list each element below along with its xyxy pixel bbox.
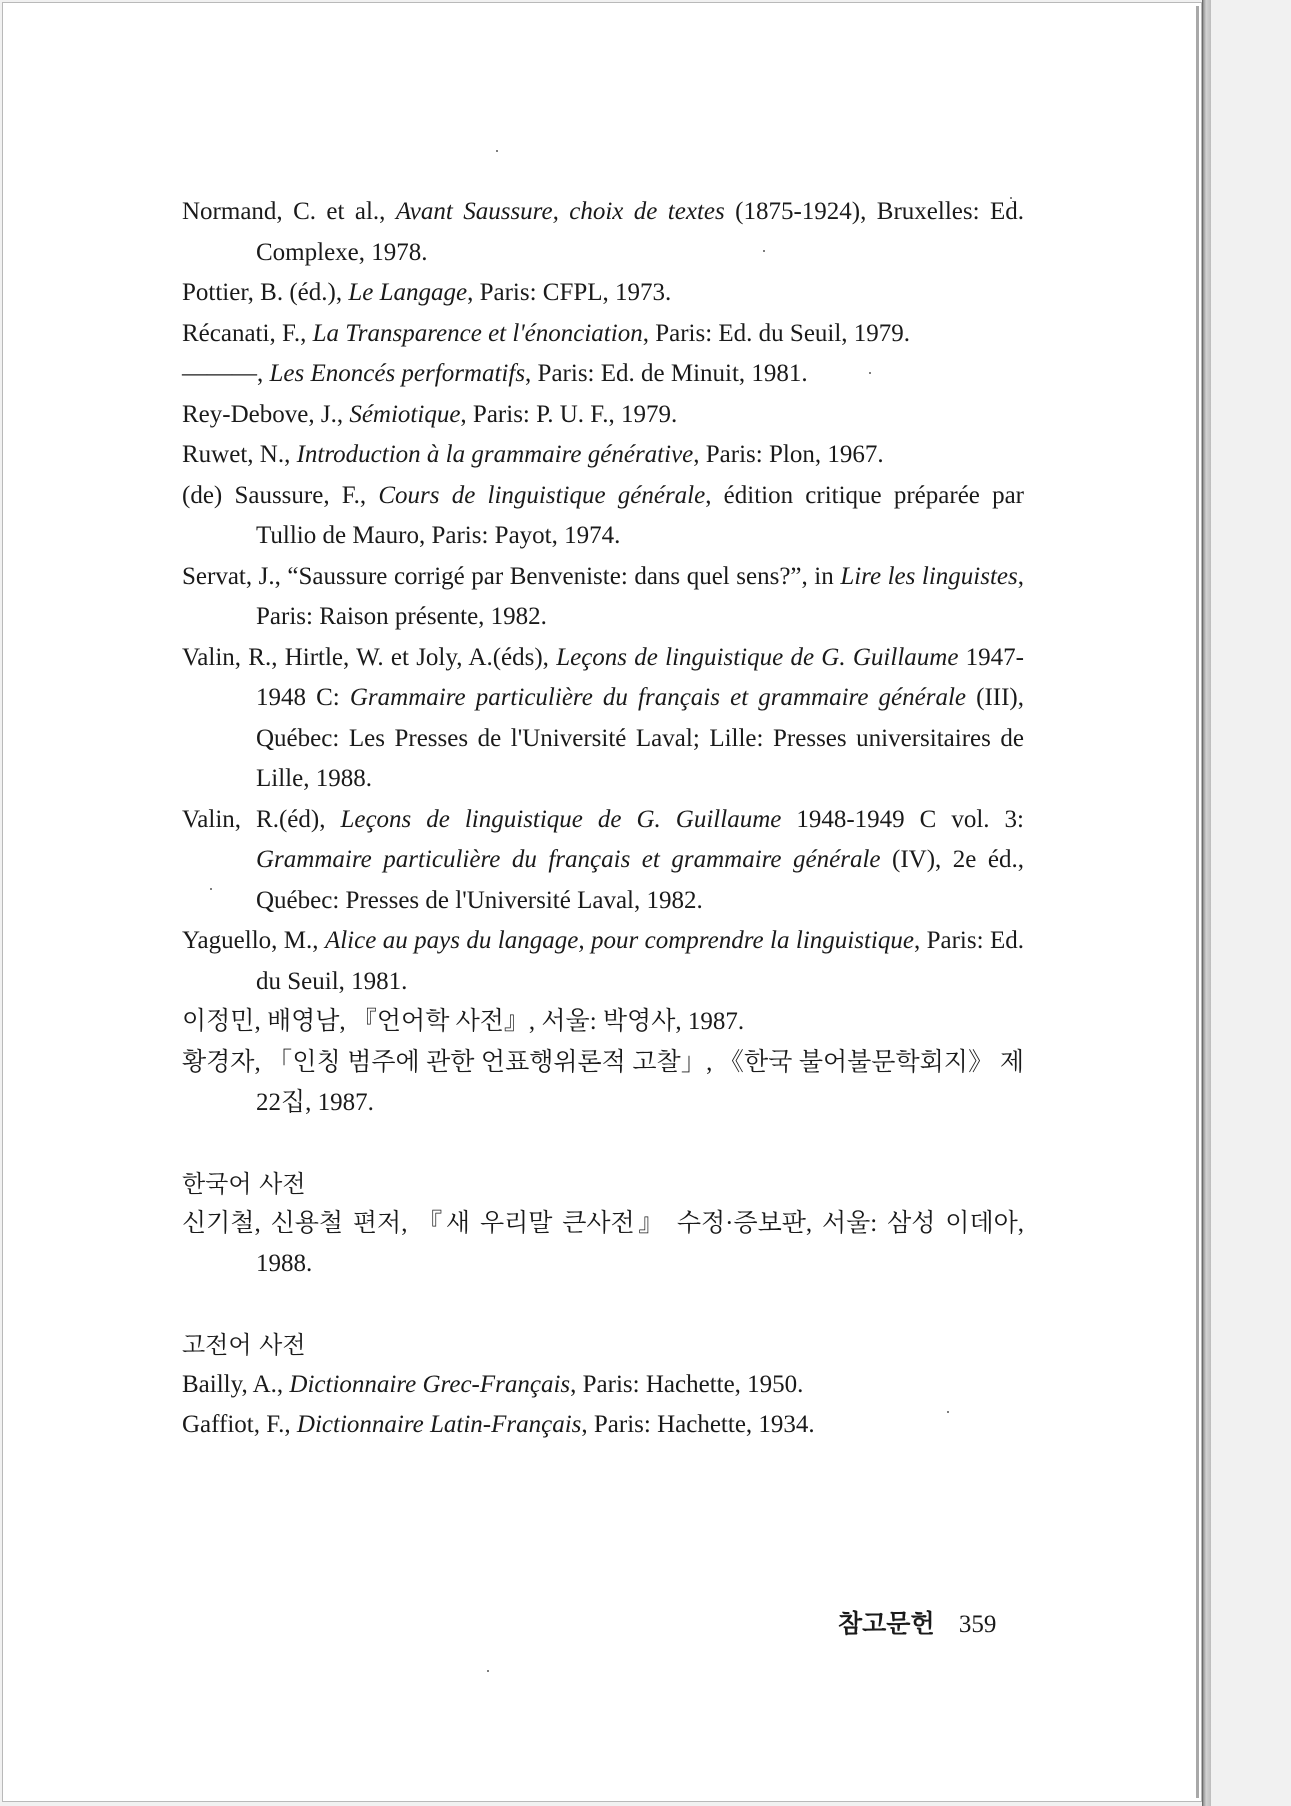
bibliography-entry: ———, Les Enoncés performatifs, Paris: Ed. de Minuit, 1981. [182,360,808,387]
bibliography-entry: 황경자, 「인칭 범주에 관한 언표행위론적 고찰」, 《한국 불어불문학회지》 제22집, 1987. [182,1048,1024,1116]
scan-speck [487,1670,489,1672]
page-stack-edge [1202,0,1211,1806]
bibliography-entry: 이정민, 배영남, 『언어학 사전』, 서울: 박영사, 1987. [182,1008,745,1035]
bibliography-entry: Rey-Debove, J., Sémiotique, Paris: P. U. F., 1979. [182,400,678,428]
scan-speck [496,150,498,152]
bibliography-entry: Yaguello, M., Alice au pays du langage, pour comprendre la linguistique, Paris: Ed. du Seuil, 1981. [182,927,1024,995]
dictionary-entry: Bailly, A., Dictionnaire Grec-Français, Paris: Hachette, 1950. [182,1370,804,1398]
page-footer [838,1605,996,1645]
bibliography-entry: Ruwet, N., Introduction à la grammaire générative, Paris: Plon, 1967. [182,441,884,468]
section-heading-classical-dictionaries: 고전어 사전 [182,1330,306,1359]
dictionary-entry: Gaffiot, F., Dictionnaire Latin-Français, Paris: Hachette, 1934. [182,1411,815,1438]
section-heading-korean-dictionaries: 한국어 사전 [182,1169,306,1198]
bibliography-entry: Servat, J., “Saussure corrigé par Benveniste: dans quel sens?”, in Lire les linguistes, Paris: Raison présente, 1982. [182,562,1025,630]
running-title: 참고문헌 [838,1611,935,1638]
bibliography-entry: Récanati, F., La Transparence et l'énonciation, Paris: Ed. du Seuil, 1979. [182,319,911,347]
bibliography-entry: Normand, C. et al., Avant Saussure, choix de textes (1875-1924), Bruxelles: Ed. Complexe, 1978. [182,198,1024,266]
bibliography-entry: Pottier, B. (éd.), Le Langage, Paris: CFPL, 1973. [182,279,672,306]
bibliography-entry: (de) Saussure, F., Cours de linguistique générale, édition critique préparée par Tullio de Mauro, Paris: Payot, 1974. [182,481,1025,549]
bibliography-list [182,192,1024,1446]
bibliography-entry: Valin, R.(éd), Leçons de linguistique de G. Guillaume 1948-1949 C vol. 3: Grammaire particulière du français et grammaire générale (IV), 2e éd., Québec: Presses de l'Université Laval, 1982. [182,805,1024,914]
page-edge-shadow [1196,6,1199,1798]
page-number: 359 [958,1611,997,1638]
bibliography-entry: Valin, R., Hirtle, W. et Joly, A.(éds), Leçons de linguistique de G. Guillaume 1947-1948 C: Grammaire particulière du français et grammaire générale (III), Québec: Les Presses de l'Université Laval; Lille: Presses universitaires de Lille, 1988. [182,643,1025,792]
dictionary-entry: 신기철, 신용철 편저, 『새 우리말 큰사전』 수정·증보판, 서울: 삼성 이데아, 1988. [182,1209,1024,1277]
